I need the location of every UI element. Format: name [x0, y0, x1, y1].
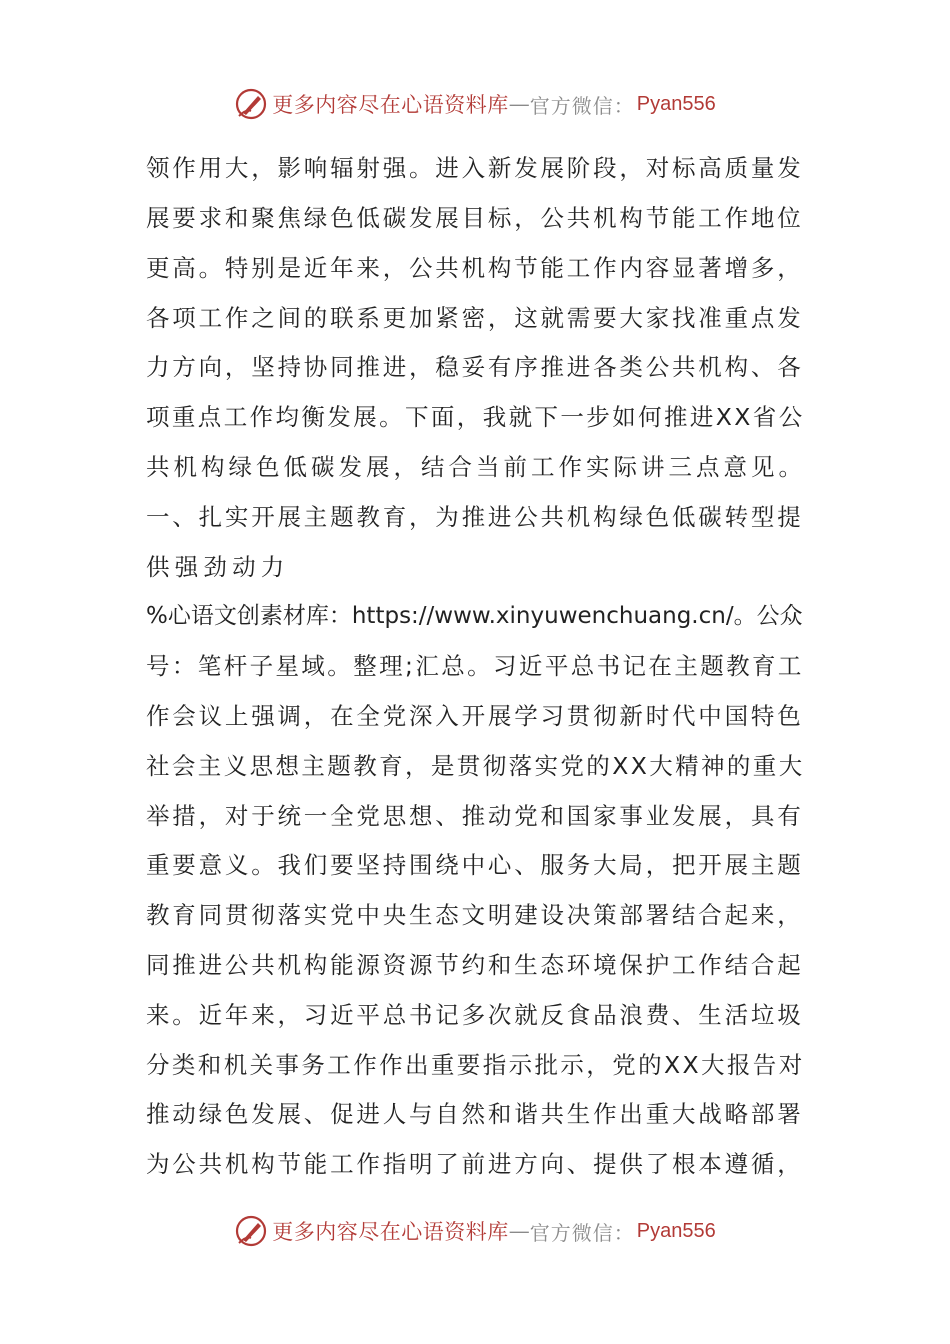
section-heading-line: 供强劲动力 — [146, 553, 290, 581]
body-line: 更高。特别是近年来，公共机构节能工作内容显著增多， — [146, 254, 804, 282]
footer-banner — [0, 1211, 950, 1251]
body-line: 教育同贯彻落实党中央生态文明建设决策部署结合起来， — [146, 901, 804, 929]
header-dash: — — [508, 92, 530, 116]
body-line: 社会主义思想主题教育，是贯彻落实党的XX大精神的重大 — [146, 752, 805, 780]
body-line: 同推进公共机构能源资源节约和生态环境保护工作结合起 — [146, 951, 804, 979]
header-slogan: 更多内容尽在心语资料库 — [272, 93, 509, 117]
body-line: 推动绿色发展、促进人与自然和谐共生作出重大战略部署 — [146, 1100, 804, 1128]
header-wechat-label: 官方微信： — [529, 93, 635, 118]
footer-dash: — — [508, 1219, 530, 1243]
body-line: 共机构绿色低碳发展，结合当前工作实际讲三点意见。 — [146, 453, 806, 481]
header-banner — [0, 84, 950, 124]
section-heading-line: 一、扎实开展主题教育，为推进公共机构绿色低碳转型提 — [146, 503, 804, 531]
body-line: 领作用大，影响辐射强。进入新发展阶段，对标高质量发 — [146, 154, 804, 182]
body-line: 号：笔杆子星域。整理;汇总。习近平总书记在主题教育工 — [146, 652, 804, 680]
footer-wechat-label: 官方微信： — [529, 1220, 635, 1245]
body-line: 为公共机构节能工作指明了前进方向、提供了根本遵循， — [146, 1150, 804, 1178]
body-line: 各项工作之间的联系更加紧密，这就需要大家找准重点发 — [146, 304, 804, 332]
body-line: 分类和机关事务工作作出重要指示批示，党的XX大报告对 — [146, 1051, 805, 1079]
body-line: 作会议上强调，在全党深入开展学习贯彻新时代中国特色 — [146, 702, 804, 730]
body-line: 力方向，坚持协同推进，稳妥有序推进各类公共机构、各 — [146, 353, 804, 381]
footer-slogan: 更多内容尽在心语资料库 — [272, 1220, 509, 1244]
header-wechat-id: Pyan556 — [636, 92, 716, 115]
footer-wechat-id: Pyan556 — [636, 1219, 716, 1242]
body-line: 项重点工作均衡发展。下面，我就下一步如何推进XX省公 — [146, 403, 805, 431]
body-line: 重要意义。我们要坚持围绕中心、服务大局，把开展主题 — [146, 851, 804, 879]
body-line: %心语文创素材库：https://www.xinyuwenchuang.cn/。公众 — [146, 603, 803, 629]
quill-logo-icon — [234, 1214, 268, 1248]
body-line: 展要求和聚焦绿色低碳发展目标，公共机构节能工作地位 — [146, 204, 804, 232]
body-line: 来。近年来，习近平总书记多次就反食品浪费、生活垃圾 — [146, 1001, 804, 1029]
body-line: 举措，对于统一全党思想、推动党和国家事业发展，具有 — [146, 802, 804, 830]
quill-logo-icon — [234, 87, 268, 121]
